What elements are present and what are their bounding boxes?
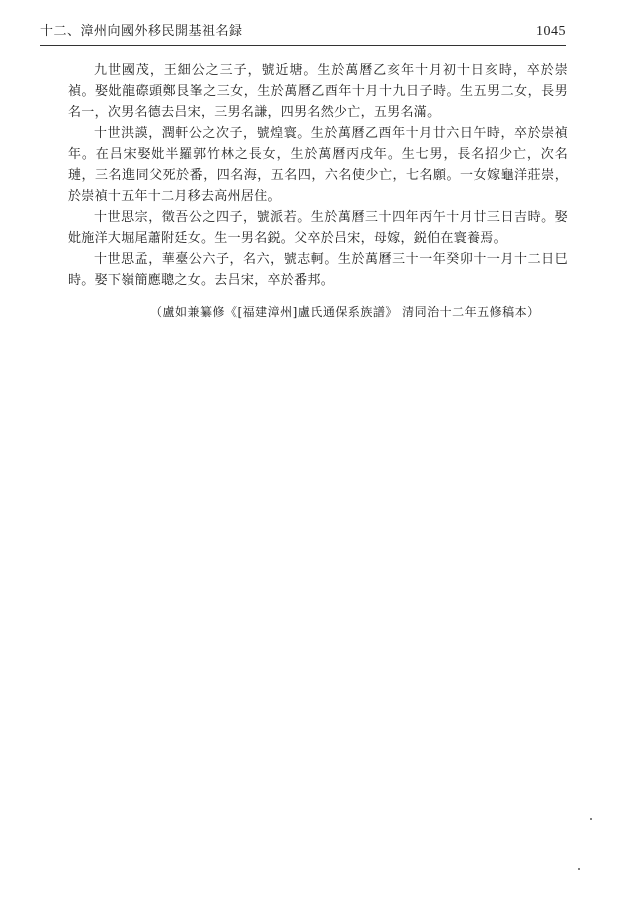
scan-speck xyxy=(590,818,592,820)
section-title: 十二、漳州向國外移民開基祖名録 xyxy=(40,24,243,39)
genealogy-entry: 十世思孟，華臺公六子，名六，號志軻。生於萬曆三十一年癸卯十一月十二日巳時。娶下嶺簡應聰之女。去吕宋，卒於番邦。 xyxy=(68,252,568,288)
main-text xyxy=(68,60,568,291)
genealogy-entry: 十世思宗，徵吾公之四子，號派若。生於萬曆三十四年丙午十月廿三日吉時。娶妣施洋大堀尾蕭附廷女。生一男名鋭。父卒於吕宋，母嫁，鋭伯在寰養焉。 xyxy=(68,210,568,246)
scan-speck xyxy=(578,868,580,870)
page-number: 1045 xyxy=(536,24,566,39)
genealogy-entry: 十世洪謨，潤軒公之次子，號煌寰。生於萬曆乙酉年十月廿六日午時，卒於崇禎年。在吕宋娶妣半羅郭竹林之長女，生於萬曆丙戌年。生七男，長名招少亡，次名璉，三名進同父死於番，四名海，五名四，六名使少亡，七名願。一女嫁龜洋莊崇，於崇禎十五年十二月移去高州居住。 xyxy=(68,126,568,204)
running-header xyxy=(40,23,566,46)
genealogy-entry: 九世國茂，王細公之三子，號近塘。生於萬曆乙亥年十月初十日亥時，卒於崇禎。娶妣龍磜頭鄭艮峯之三女，生於萬曆乙酉年十月十九日子時。生五男二女，長男名一，次男名德去吕宋，三男名謙，四男名然少亡，五男名滿。 xyxy=(68,63,568,120)
source-citation: （盧如兼纂修《[福建漳州]盧氏通保系族譜》 清同治十二年五修稿本） xyxy=(150,305,540,319)
